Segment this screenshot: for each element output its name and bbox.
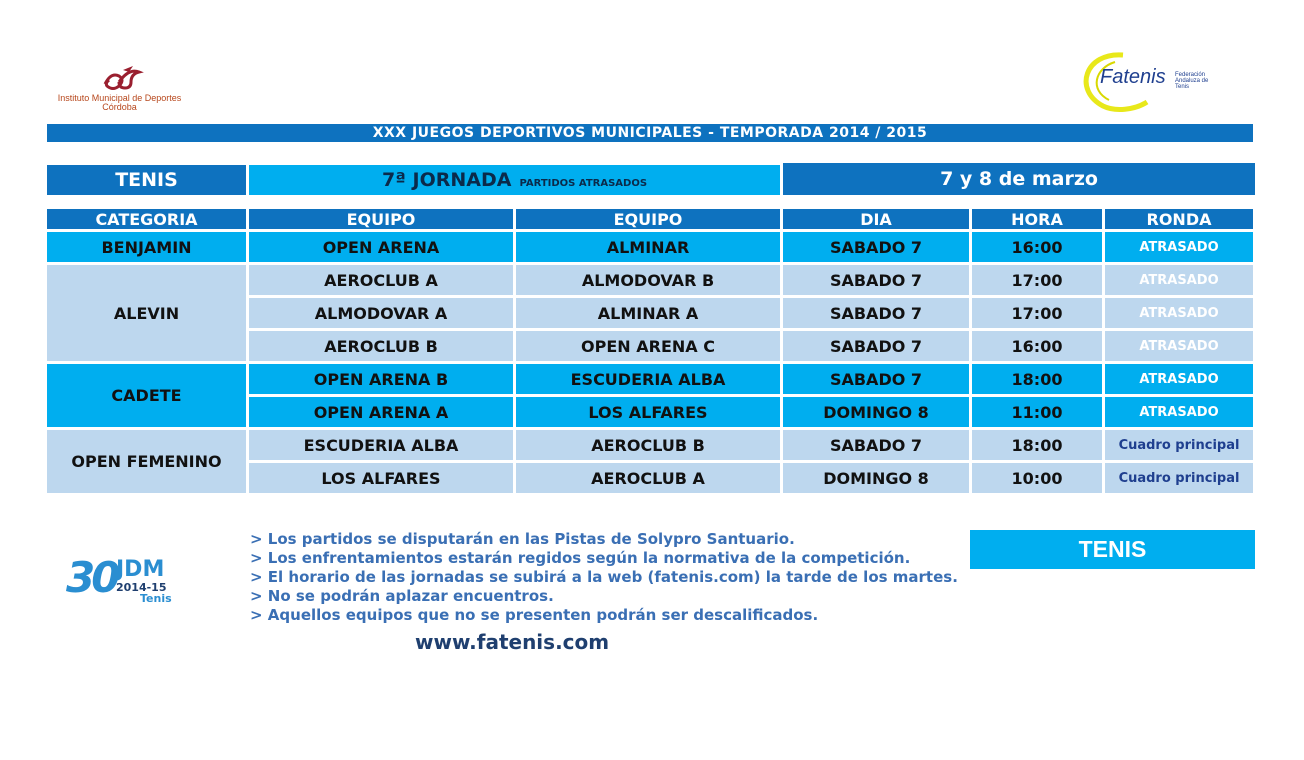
match-team1: OPEN ARENA A: [249, 397, 513, 427]
match-hora: 18:00: [972, 430, 1102, 460]
match-dia: DOMINGO 8: [783, 397, 969, 427]
match-team1: OPEN ARENA: [249, 232, 513, 262]
match-team2: AEROCLUB A: [516, 463, 780, 493]
sport-box: TENIS: [970, 530, 1255, 569]
match-team1: ESCUDERIA ALBA: [249, 430, 513, 460]
match-dia: SABADO 7: [783, 364, 969, 394]
match-team2: ESCUDERIA ALBA: [516, 364, 780, 394]
imd-name-line2: Córdoba: [102, 102, 137, 112]
match-hora: 10:00: [972, 463, 1102, 493]
note-item: > Los partidos se disputarán en las Pistas de Solypro Santuario.: [250, 530, 795, 548]
match-ronda: ATRASADO: [1105, 331, 1253, 361]
imd-name: [57, 94, 182, 112]
website-link[interactable]: www.fatenis.com: [415, 630, 610, 654]
sport-title: TENIS: [47, 165, 246, 195]
match-team2: ALMINAR A: [516, 298, 780, 328]
jdm-logo: [66, 553, 186, 605]
note-item: > El horario de las jornadas se subirá a la web (fatenis.com) la tarde de los martes.: [250, 568, 958, 586]
match-ronda: ATRASADO: [1105, 298, 1253, 328]
match-ronda: Cuadro principal: [1105, 430, 1253, 460]
header-ronda: RONDA: [1105, 209, 1253, 229]
date-title: 7 y 8 de marzo: [783, 163, 1255, 195]
match-hora: 16:00: [972, 232, 1102, 262]
category-open-femenino: OPEN FEMENINO: [47, 430, 246, 493]
fatenis-name: Fatenis: [1100, 66, 1166, 88]
note-item: > No se podrán aplazar encuentros.: [250, 587, 554, 605]
match-team1: LOS ALFARES: [249, 463, 513, 493]
match-ronda: ATRASADO: [1105, 397, 1253, 427]
match-dia: SABADO 7: [783, 331, 969, 361]
note-item: > Los enfrentamientos estarán regidos según la normativa de la competición.: [250, 549, 911, 567]
match-team2: ALMINAR: [516, 232, 780, 262]
match-team1: ALMODOVAR A: [249, 298, 513, 328]
match-hora: 17:00: [972, 298, 1102, 328]
match-hora: 16:00: [972, 331, 1102, 361]
match-dia: SABADO 7: [783, 232, 969, 262]
match-hora: 18:00: [972, 364, 1102, 394]
match-team1: OPEN ARENA B: [249, 364, 513, 394]
jdm-label: JDM: [116, 557, 165, 582]
jornada-label: 7ª JORNADA: [381, 169, 512, 191]
match-team2: LOS ALFARES: [516, 397, 780, 427]
match-dia: SABADO 7: [783, 298, 969, 328]
header-hora: HORA: [972, 209, 1102, 229]
note-item: > Aquellos equipos que no se presenten podrán ser descalificados.: [250, 606, 819, 624]
category-alevin: ALEVIN: [47, 265, 246, 361]
match-team1: AEROCLUB B: [249, 331, 513, 361]
match-dia: SABADO 7: [783, 265, 969, 295]
match-team2: AEROCLUB B: [516, 430, 780, 460]
match-team2: ALMODOVAR B: [516, 265, 780, 295]
jornada-title: [249, 165, 780, 195]
header-equipo-2: EQUIPO: [516, 209, 780, 229]
match-dia: SABADO 7: [783, 430, 969, 460]
category-cadete: CADETE: [47, 364, 246, 427]
match-ronda: ATRASADO: [1105, 265, 1253, 295]
match-hora: 17:00: [972, 265, 1102, 295]
match-ronda: ATRASADO: [1105, 364, 1253, 394]
jdm-season: 2014-15: [116, 581, 167, 594]
header-dia: DIA: [783, 209, 969, 229]
match-team1: AEROCLUB A: [249, 265, 513, 295]
match-ronda: ATRASADO: [1105, 232, 1253, 262]
header-equipo-1: EQUIPO: [249, 209, 513, 229]
match-ronda: Cuadro principal: [1105, 463, 1253, 493]
jornada-note: PARTIDOS ATRASADOS: [519, 177, 648, 189]
jdm-number: 30: [66, 553, 117, 602]
category-benjamin: BENJAMIN: [47, 232, 246, 262]
notes-list: [250, 530, 958, 625]
season-banner: XXX JUEGOS DEPORTIVOS MUNICIPALES - TEMPORADA 2014 / 2015: [47, 124, 1253, 142]
match-team2: OPEN ARENA C: [516, 331, 780, 361]
fatenis-sub: Federación Andaluza de Tenis: [1175, 72, 1209, 90]
match-dia: DOMINGO 8: [783, 463, 969, 493]
jdm-sport: Tenis: [140, 592, 172, 605]
imd-name-line1: Instituto Municipal de Deportes: [57, 93, 182, 103]
header-categoria: CATEGORIA: [47, 209, 246, 229]
match-hora: 11:00: [972, 397, 1102, 427]
